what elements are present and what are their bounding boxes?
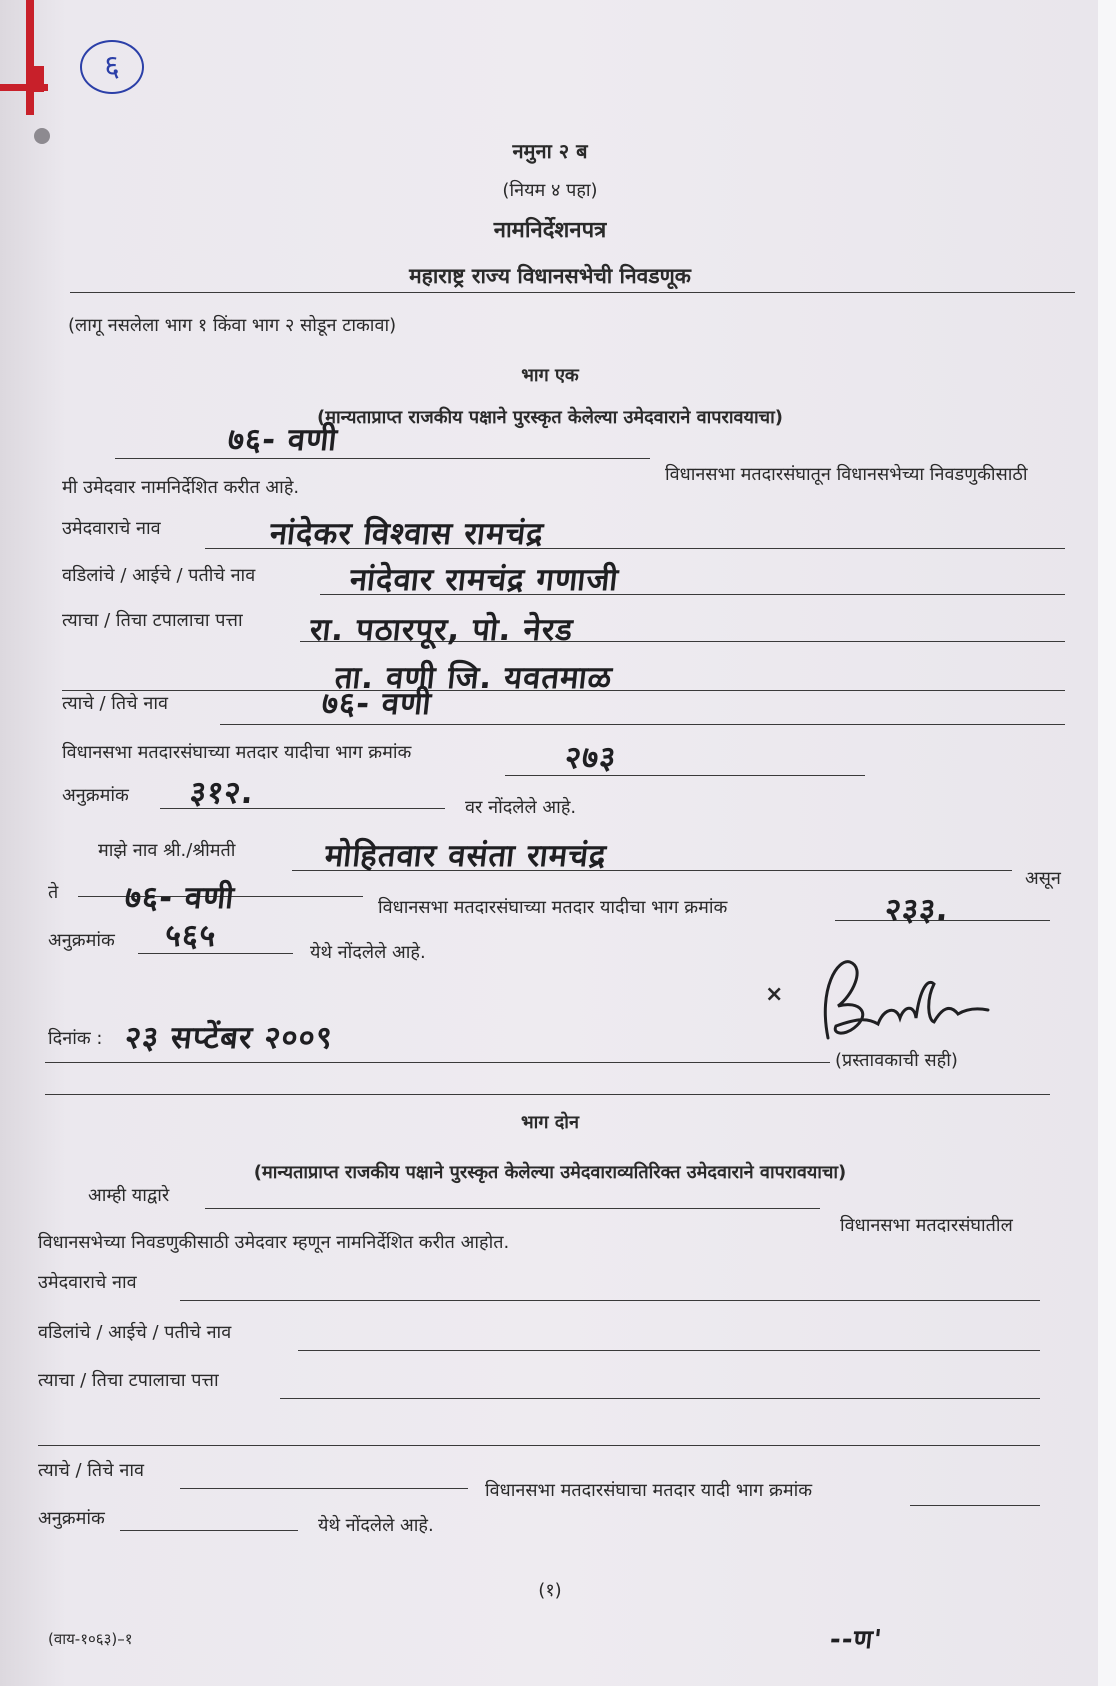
candidate-name-value: नांदेकर विश्वास रामचंद्र: [268, 516, 546, 552]
part2-constituency-suffix: विधानसभा मतदारसंघातील: [840, 1215, 1013, 1236]
serial2-label: अनुक्रमांक: [48, 930, 115, 951]
date-label: दिनांक :: [48, 1028, 103, 1049]
address-line1-value: रा. पठारपूर, पो. नेरड: [308, 612, 576, 648]
part2-nominate-text: विधानसभेच्या निवडणुकीसाठी उमेदवार म्हणून नामनिर्देशित करीत आहोत.: [38, 1232, 510, 1253]
te-value: ७६- वणी: [123, 880, 237, 916]
proposer-signature-label: (प्रस्तावकाची सही): [835, 1050, 958, 1071]
stamp-number: ६: [80, 40, 144, 94]
my-name-label: माझे नाव श्री./श्रीमती: [98, 840, 236, 861]
part2-part-no-label: विधानसभा मतदारसंघाचा मतदार यादी भाग क्रमांक: [485, 1480, 813, 1501]
registered-text: वर नोंदलेले आहे.: [465, 797, 577, 818]
part2-candidate-name-label: उमेदवाराचे नाव: [38, 1272, 137, 1293]
te-text: ते: [48, 882, 59, 903]
part-no-label: विधानसभा मतदारसंघाच्या मतदार यादीचा भाग क्रमांक: [62, 742, 412, 763]
date-value: २३ सप्टेंबर २००९: [123, 1020, 335, 1056]
my-name-value: मोहितवार वसंता रामचंद्र: [323, 838, 609, 874]
registered2-text: येथे नोंदलेले आहे.: [310, 942, 426, 963]
strike-out-note: (लागू नसलेला भाग १ किंवा भाग २ सोडून टाकावा): [68, 315, 397, 336]
asun-text: असून: [1025, 868, 1061, 889]
binding-thread: [26, 0, 34, 115]
address-label: त्याचा / तिचा टपालाचा पत्ता: [62, 610, 243, 631]
part-no-value: २७३: [563, 740, 619, 776]
page-number: (१): [538, 1580, 562, 1601]
corner-mark: --ण': [828, 1625, 884, 1655]
rule-reference: (नियम ४ पहा): [502, 180, 598, 201]
proposer-signature-mark: [808, 948, 1008, 1048]
part2-no-value: २३३.: [883, 892, 952, 928]
part1-heading: भाग एक: [521, 365, 579, 386]
part2-father-name-label: वडिलांचे / आईचे / पतीचे नाव: [38, 1322, 232, 1343]
we-label: आम्ही याद्वारे: [88, 1185, 170, 1206]
father-name-value: नांदेवार रामचंद्र गणाजी: [348, 562, 621, 598]
part1-constituency-suffix: विधानसभा मतदारसंघातून विधानसभेच्या निवडणुकीसाठी: [665, 464, 1028, 485]
election-title: महाराष्ट्र राज्य विधानसभेची निवडणूक: [409, 264, 691, 288]
part1-constituency-value: ७६- वणी: [226, 422, 340, 458]
form-code: (वाय-१०६३)–१: [48, 1630, 133, 1648]
part2-his-name-label: त्याचे / तिचे नाव: [38, 1460, 144, 1481]
father-name-label: वडिलांचे / आईचे / पतीचे नाव: [62, 565, 256, 586]
part1-subheading: (मान्यताप्राप्त राजकीय पक्षाने पुरस्कृत केलेल्या उमेदवाराने वापरावयाचा): [317, 407, 783, 428]
his-name-label: त्याचे / तिचे नाव: [62, 693, 168, 714]
serial-value: ३१२.: [188, 775, 257, 811]
part2-address-label: त्याचा / तिचा टपालाचा पत्ता: [38, 1370, 219, 1391]
x-mark: ×: [765, 982, 784, 1007]
part2-heading: भाग दोन: [521, 1112, 579, 1133]
candidate-name-label: उमेदवाराचे नाव: [62, 518, 161, 539]
binding-thread-end: [34, 66, 44, 92]
address-line2-value: ता. वणी जि. यवतमाळ: [333, 660, 615, 696]
part1-nominate-text: मी उमेदवार नामनिर्देशित करीत आहे.: [62, 477, 300, 498]
form-title: नामनिर्देशनपत्र: [493, 218, 607, 243]
part2-subheading: (मान्यताप्राप्त राजकीय पक्षाने पुरस्कृत केलेल्या उमेदवाराव्यतिरिक्त उमेदवाराने वापरावयाचा): [253, 1162, 847, 1183]
his-name-value: ७६- वणी: [320, 686, 434, 722]
part2-serial-label: अनुक्रमांक: [38, 1508, 105, 1529]
part2-registered-text: येथे नोंदलेले आहे.: [318, 1515, 434, 1536]
serial2-value: ५६५: [163, 918, 219, 954]
page-edge: [1098, 0, 1116, 1686]
te-suffix: विधानसभा मतदारसंघाच्या मतदार यादीचा भाग क्रमांक: [378, 897, 728, 918]
form-number: नमुना २ ब: [512, 139, 588, 163]
serial-label: अनुक्रमांक: [62, 785, 129, 806]
